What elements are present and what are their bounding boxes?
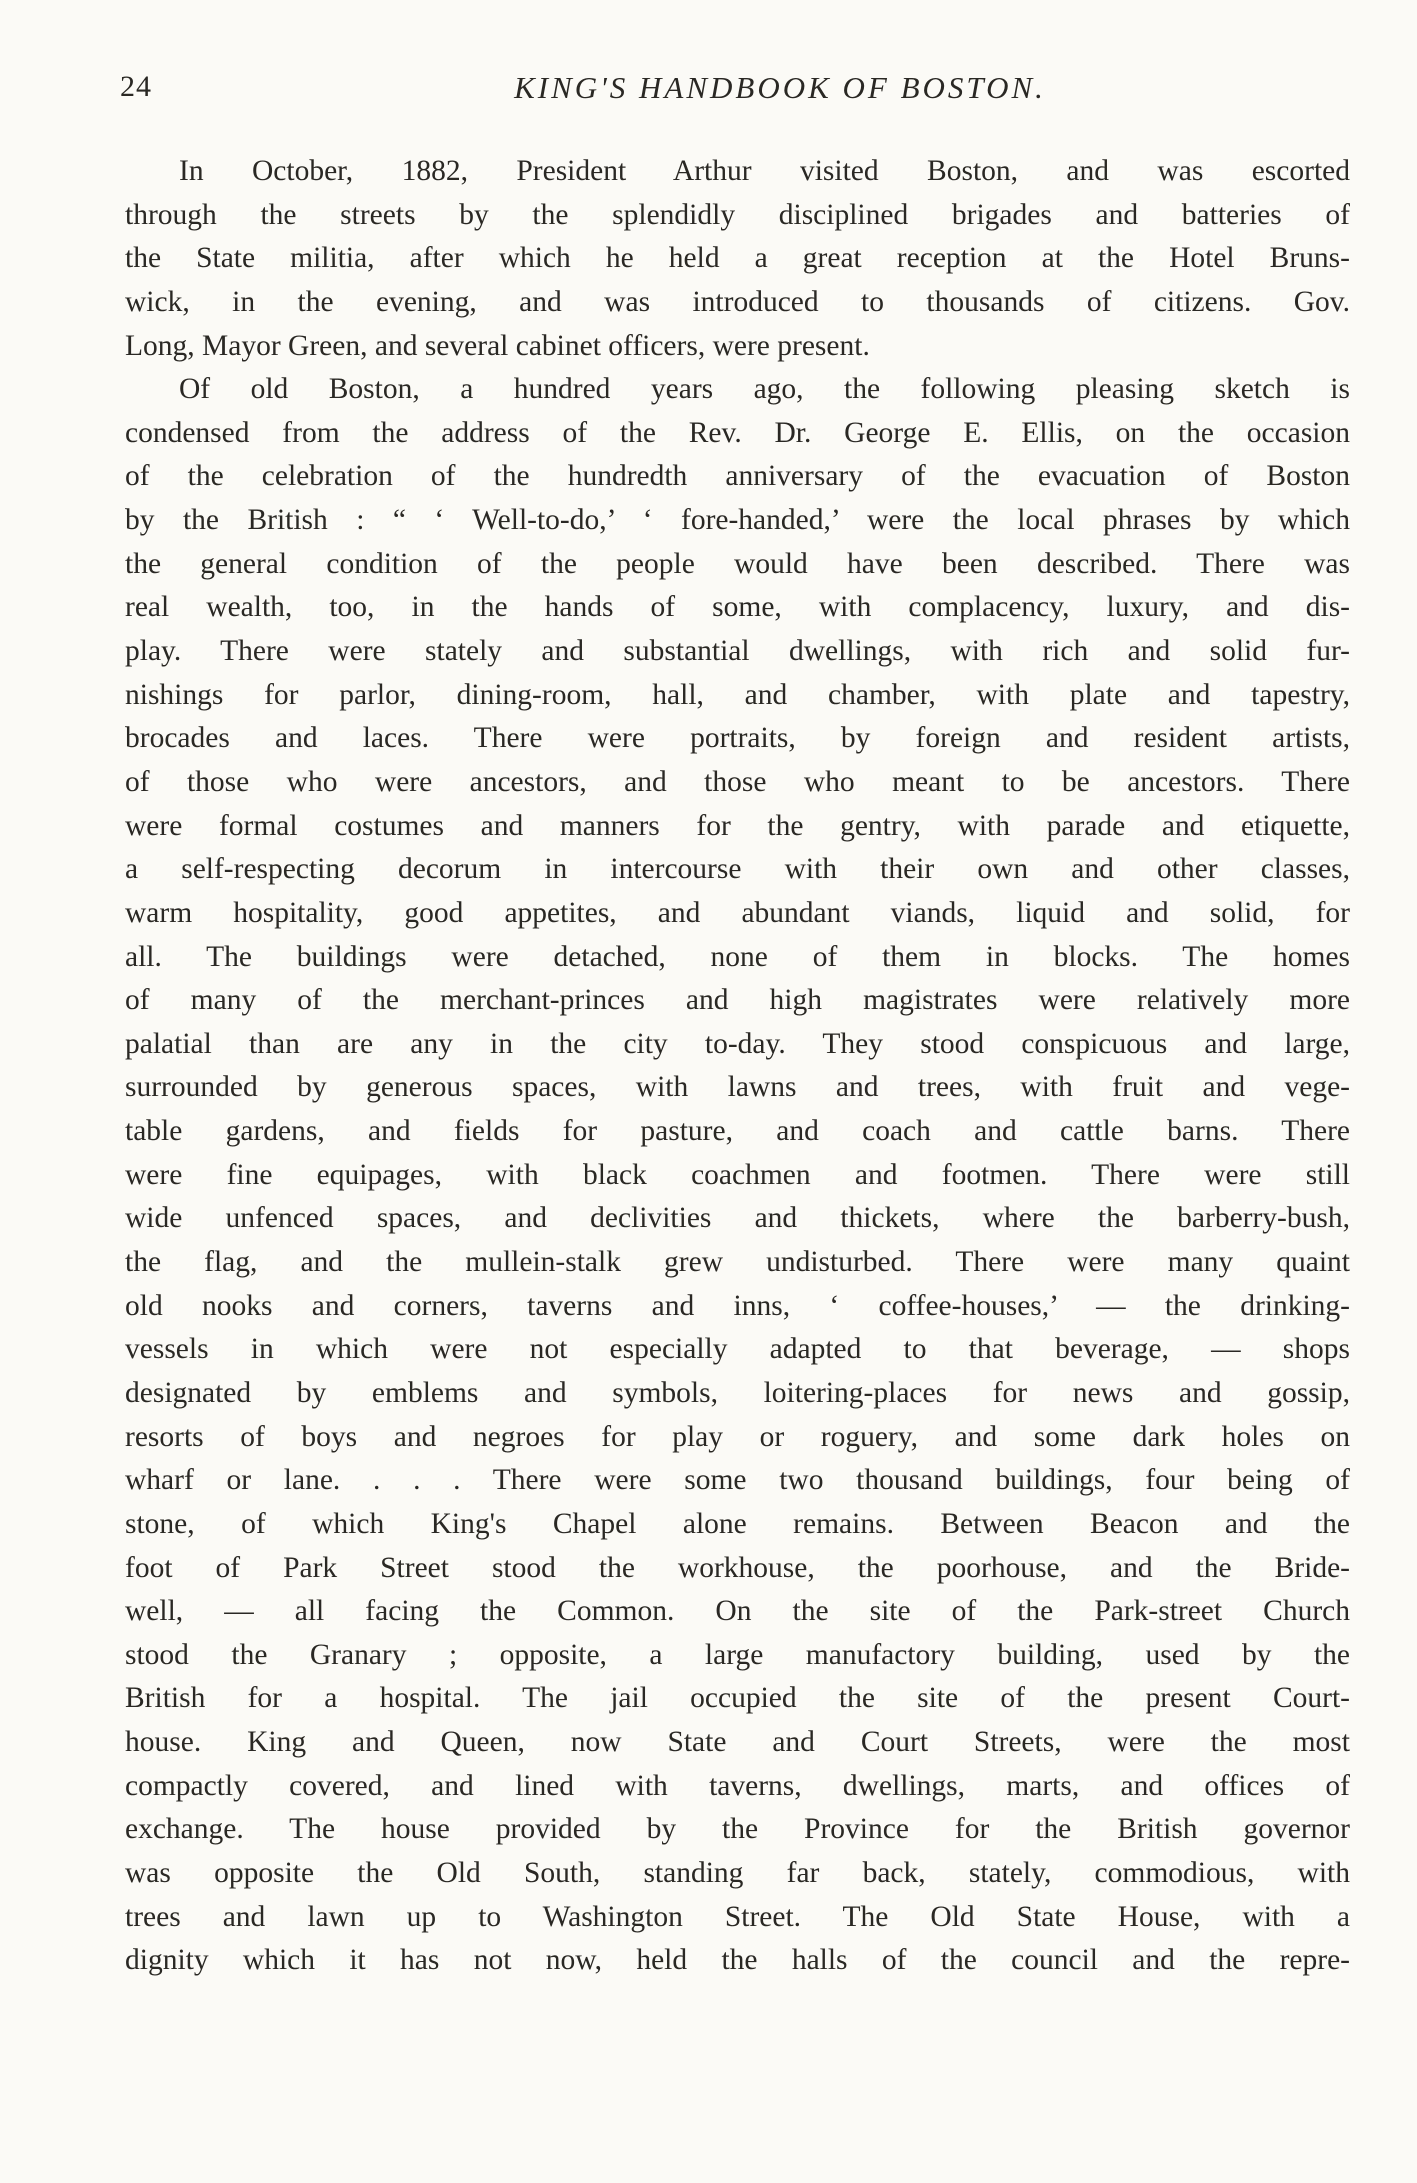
page-header [120,70,1350,130]
body-text [125,150,1350,1983]
text-line: condensed from the address of the Rev. Dr. George E. Ellis, on the occasion [125,416,1350,449]
text-line: nishings for parlor, dining-room, hall, and chamber, with plate and tapestry, [125,678,1350,711]
text-line: wharf or lane. . . . There were some two thousand buildings, four being of [125,1464,1350,1497]
text-line: surrounded by generous spaces, with lawns and trees, with fruit and vege- [125,1071,1350,1104]
text-line: Of old Boston, a hundred years ago, the following pleasing sketch is [179,373,1350,406]
text-line: brocades and laces. There were portraits, by foreign and resident artists, [125,722,1350,755]
text-line: compactly covered, and lined with taverns, dwellings, marts, and offices of [125,1769,1350,1802]
text-line: the flag, and the mullein-stalk grew undisturbed. There were many quaint [125,1246,1350,1279]
text-line: play. There were stately and substantial dwellings, with rich and solid fur- [125,635,1350,668]
page-number: 24 [120,70,152,103]
text-line: real wealth, too, in the hands of some, with complacency, luxury, and dis- [125,591,1350,624]
text-line: trees and lawn up to Washington Street. The Old State House, with a [125,1900,1350,1933]
text-line: Long, Mayor Green, and several cabinet officers, were present. [125,329,870,362]
text-line: designated by emblems and symbols, loitering-places for news and gossip, [125,1376,1350,1409]
text-line: by the British : “ ‘ Well-to-do,’ ‘ fore-handed,’ were the local phrases by which [125,504,1350,537]
text-line: exchange. The house provided by the Province for the British governor [125,1813,1350,1846]
text-line: dignity which it has not now, held the halls of the council and the repre- [125,1944,1350,1977]
text-line: a self-respecting decorum in intercourse with their own and other classes, [125,853,1350,886]
text-line: stood the Granary ; opposite, a large manufactory building, used by the [125,1638,1350,1671]
text-line: resorts of boys and negroes for play or roguery, and some dark holes on [125,1420,1350,1453]
text-line: warm hospitality, good appetites, and abundant viands, liquid and solid, for [125,896,1350,929]
text-line: all. The buildings were detached, none of them in blocks. The homes [125,940,1350,973]
text-line: stone, of which King's Chapel alone remains. Between Beacon and the [125,1507,1350,1540]
text-line: the general condition of the people would have been described. There was [125,547,1350,580]
text-line: the State militia, after which he held a great reception at the Hotel Bruns- [125,242,1350,275]
text-line: vessels in which were not especially adapted to that beverage, — shops [125,1333,1350,1366]
text-line: well, — all facing the Common. On the site of the Park-street Church [125,1595,1350,1628]
text-line: house. King and Queen, now State and Court Streets, were the most [125,1726,1350,1759]
text-line: palatial than are any in the city to-day. They stood conspicuous and large, [125,1027,1350,1060]
text-line: through the streets by the splendidly disciplined brigades and batteries of [125,198,1350,231]
text-line: In October, 1882, President Arthur visited Boston, and was escorted [179,155,1350,187]
text-line: of those who were ancestors, and those who meant to be ancestors. There [125,765,1350,798]
text-line: wide unfenced spaces, and declivities and thickets, where the barberry-bush, [125,1202,1350,1235]
text-line: were fine equipages, with black coachmen and footmen. There were still [125,1158,1350,1191]
text-line: British for a hospital. The jail occupied the site of the present Court- [125,1682,1350,1715]
text-line: was opposite the Old South, standing far back, stately, commodious, with [125,1856,1350,1889]
text-line: wick, in the evening, and was introduced to thousands of citizens. Gov. [125,285,1350,318]
text-line: table gardens, and fields for pasture, and coach and cattle barns. There [125,1115,1350,1148]
text-line: were formal costumes and manners for the gentry, with parade and etiquette, [125,809,1350,842]
text-line: of many of the merchant-princes and high magistrates were relatively more [125,984,1350,1017]
running-head: KING'S HANDBOOK OF BOSTON. [514,70,1046,105]
text-line: of the celebration of the hundredth anniversary of the evacuation of Boston [125,460,1350,493]
text-line: old nooks and corners, taverns and inns, ‘ coffee-houses,’ — the drinking- [125,1289,1350,1322]
text-line: foot of Park Street stood the workhouse, the poorhouse, and the Bride- [125,1551,1350,1584]
